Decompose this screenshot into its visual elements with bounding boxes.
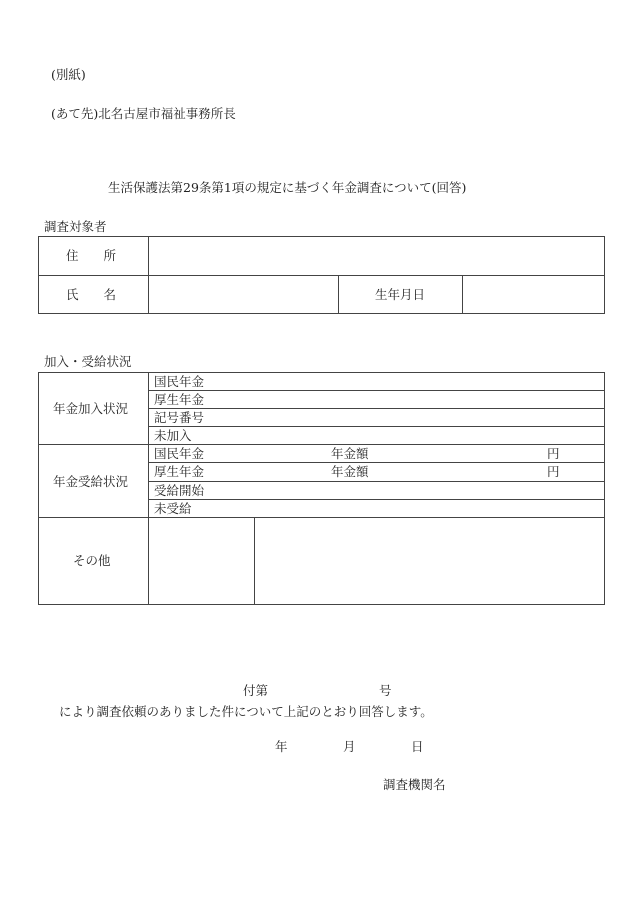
agency-label: 調査機関名 [383, 777, 446, 792]
other-label: その他 [73, 553, 111, 568]
attachment-label: (別紙) [51, 67, 86, 82]
address-field[interactable] [151, 239, 601, 273]
date-year: 年 [275, 739, 288, 754]
other-field-right[interactable] [257, 520, 601, 602]
subject-heading: 調査対象者 [44, 219, 107, 234]
name-field[interactable] [151, 278, 335, 311]
pension-heading: 加入・受給状況 [44, 354, 132, 369]
receipt-row-none: 未受給 [154, 501, 192, 516]
document-title: 生活保護法第29条第1項の規定に基づく年金調査について(回答) [108, 180, 467, 195]
address-label: 住 所 [66, 248, 117, 263]
receipt-national-yen: 円 [547, 446, 560, 461]
enrollment-row-employee: 厚生年金 [154, 392, 205, 407]
other-field-left[interactable] [151, 520, 251, 602]
receipt-employee-yen: 円 [547, 464, 560, 479]
receipt-employee-amount-label: 年金額 [331, 464, 369, 479]
birthdate-field[interactable] [465, 278, 601, 311]
date-day: 日 [411, 739, 424, 754]
enrollment-row-none: 未加入 [154, 428, 192, 443]
reference-prefix: 付第 [243, 683, 269, 698]
receipt-national-amount-label: 年金額 [331, 446, 369, 461]
pension-table [38, 372, 605, 605]
receipt-row-employee: 厚生年金 [154, 464, 205, 479]
receipt-status-label: 年金受給状況 [53, 474, 129, 489]
enrollment-row-number: 記号番号 [154, 410, 205, 425]
addressee: (あて先)北名古屋市福祉事務所長 [51, 106, 236, 121]
enrollment-row-national: 国民年金 [154, 374, 205, 389]
reference-suffix: 号 [379, 683, 392, 698]
subject-table [38, 236, 605, 314]
date-month: 月 [343, 739, 356, 754]
birthdate-label: 生年月日 [375, 287, 426, 302]
receipt-row-national: 国民年金 [154, 446, 205, 461]
receipt-row-start: 受給開始 [154, 483, 205, 498]
name-label: 氏 名 [66, 287, 117, 302]
enrollment-status-label: 年金加入状況 [53, 401, 129, 416]
reply-statement: により調査依頼のありました件について上記のとおり回答します。 [59, 704, 433, 719]
